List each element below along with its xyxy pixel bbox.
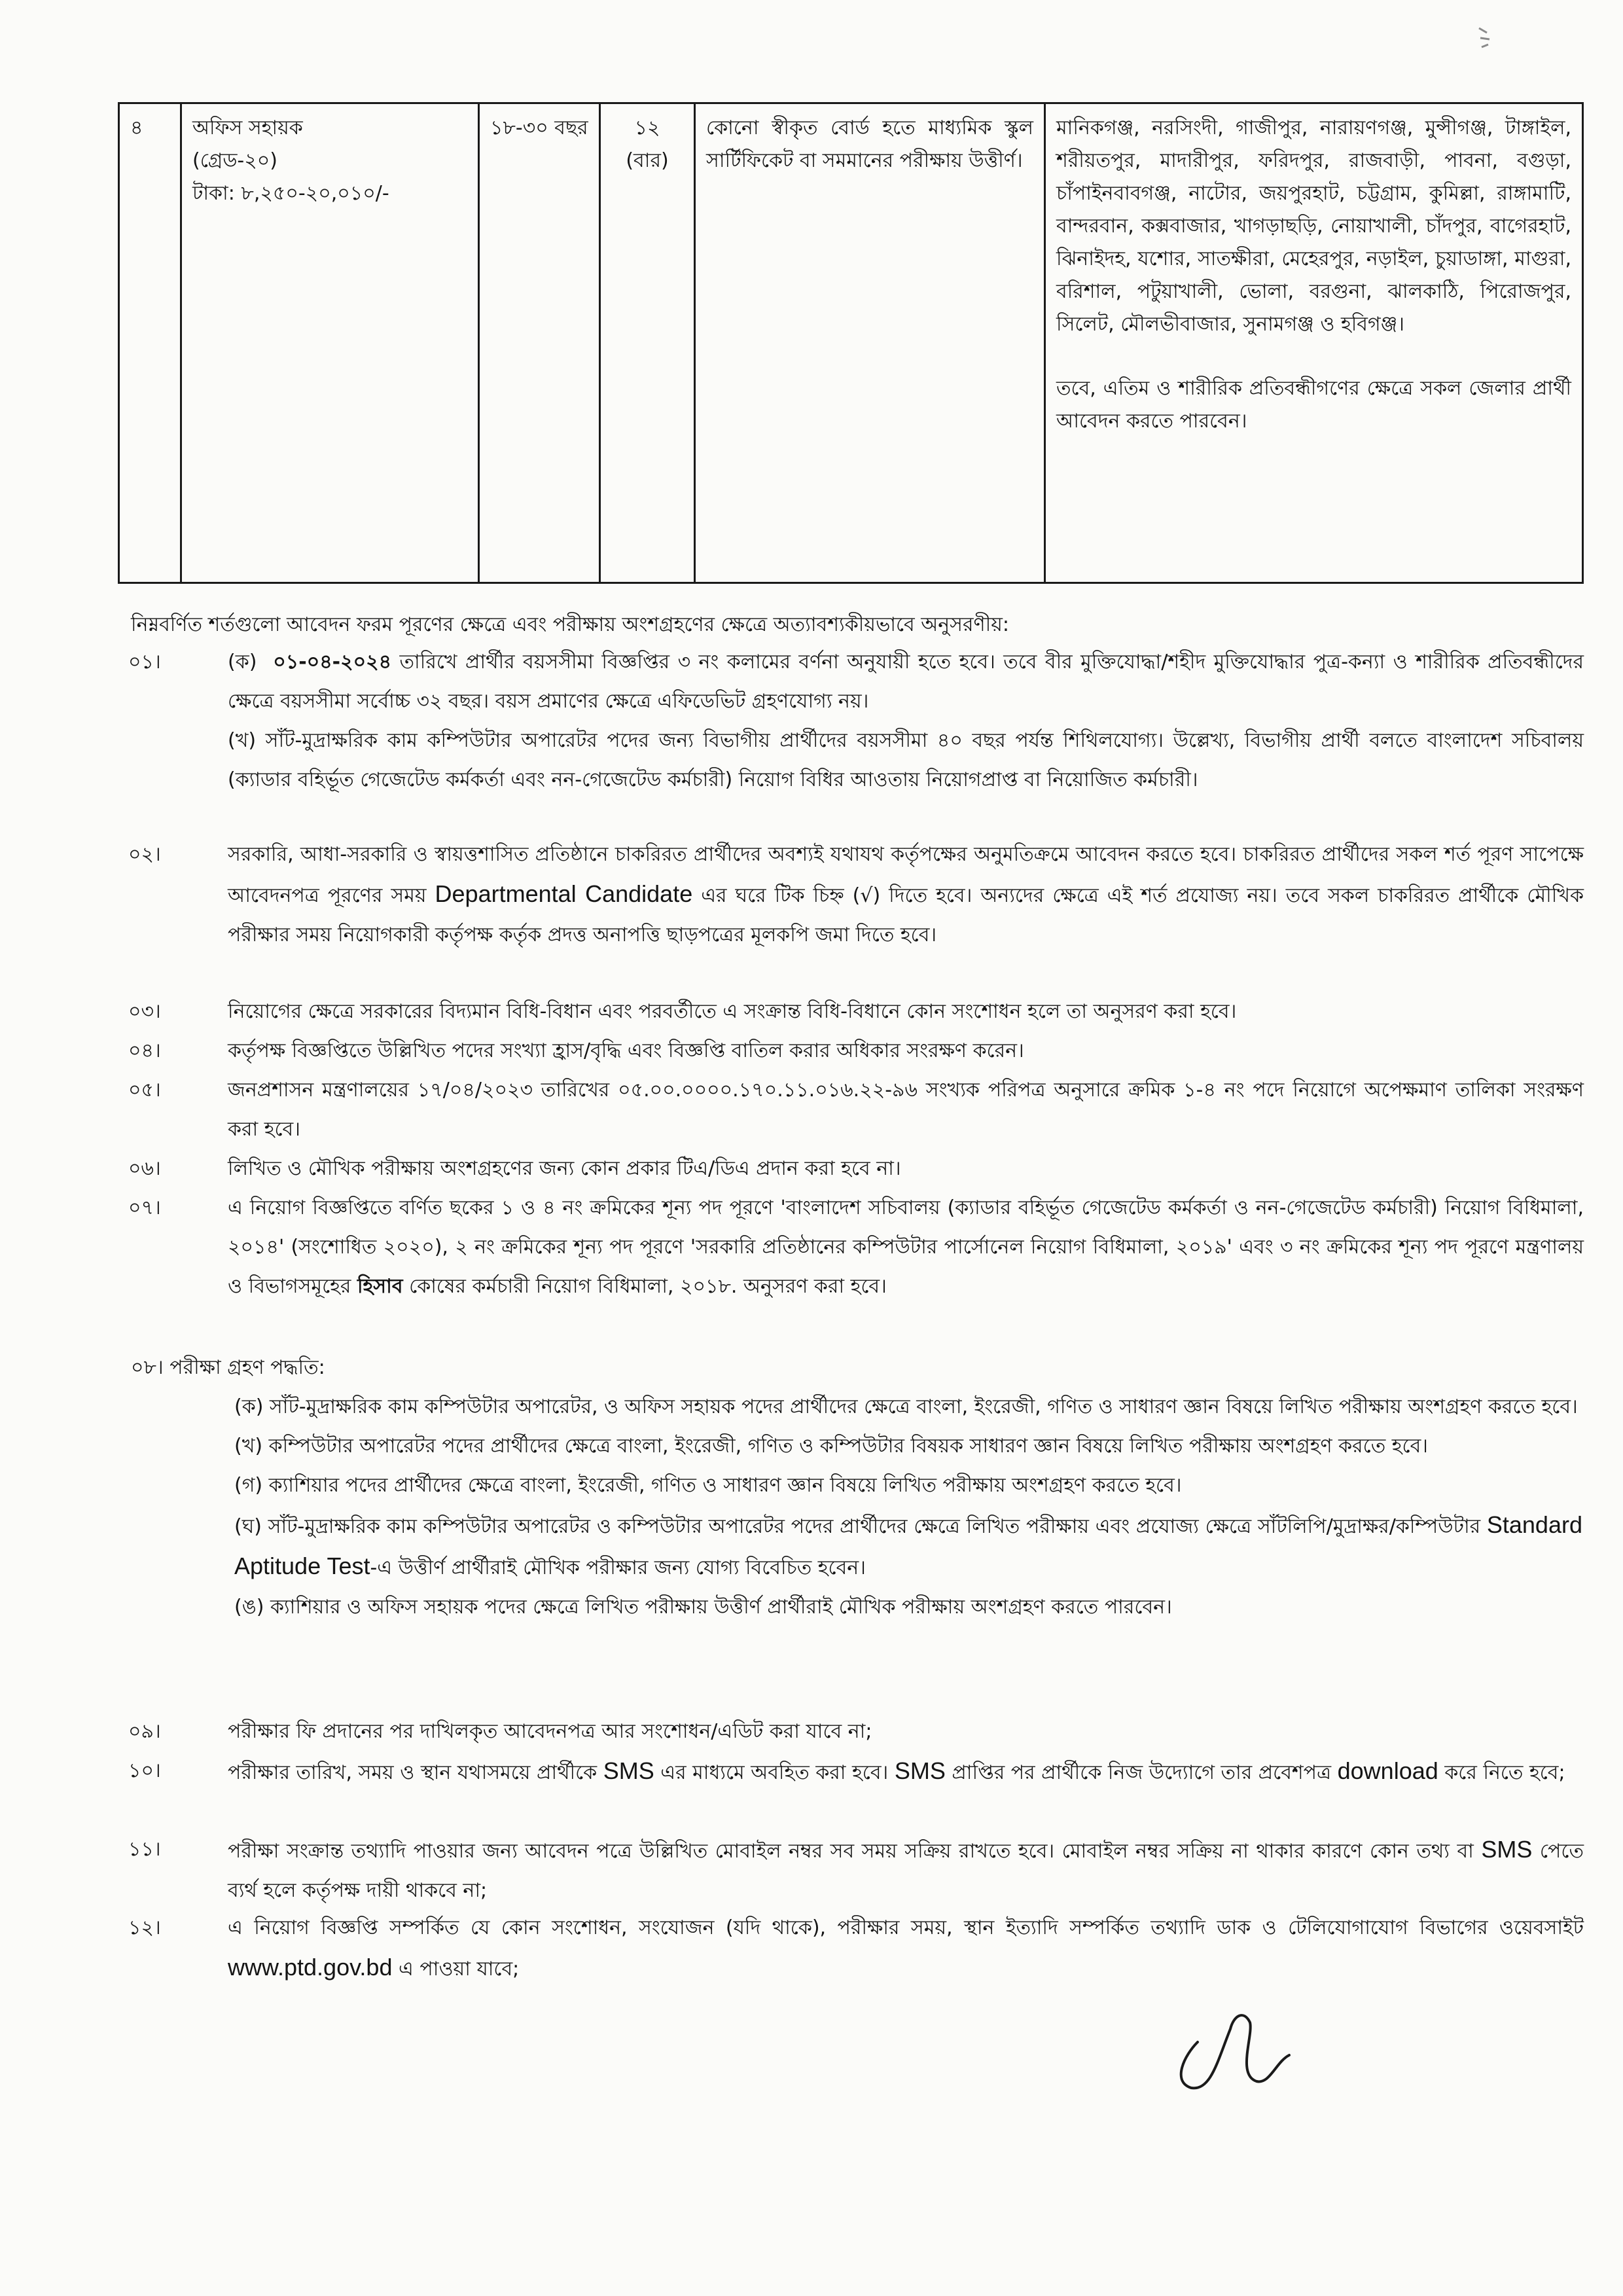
qualification-cell bbox=[695, 103, 1045, 583]
districts-cell bbox=[1045, 103, 1583, 583]
download-label: download bbox=[1337, 1757, 1438, 1784]
condition-text: পরীক্ষার ফি প্রদানের পর দাখিলকৃত আবেদনপত্র আর সংশোধন/এডিট করা যাবে না; bbox=[228, 1720, 872, 1743]
condition-text-part: এ নিয়োগ বিজ্ঞপ্তি সম্পর্কিত যে কোন সংশোধন, সংযোজন (যদি থাকে), পরীক্ষার সময়, স্থান ইত্যাদি সম্পর্কিত তথ্যাদি ডাক ও টেলিযোগাযোগ বিভাগের ওয়েবসাইট bbox=[228, 1916, 1584, 1939]
condition-text: কর্তৃপক্ষ বিজ্ঞপ্তিতে উল্লিখিত পদের সংখ্যা হ্রাস/বৃদ্ধি এবং বিজ্ঞপ্তি বাতিল করার অধিকার সংরক্ষণ করেন। bbox=[228, 1039, 1024, 1062]
condition-11 bbox=[118, 1830, 1584, 1909]
districts-note: তবে, এতিম ও শারীরিক প্রতিবন্ধীগণের ক্ষেত্রে সকল জেলার প্রার্থী আবেদন করতে পারবেন। bbox=[1056, 377, 1571, 433]
condition-body bbox=[228, 1189, 1584, 1306]
exam-clause-d: (ঘ) সাঁট-মুদ্রাক্ষরিক কাম কম্পিউটার অপারেটর ও কম্পিউটার অপারেটর পদের প্রার্থীদের ক্ষেত্রে লিখিত পরীক্ষায় এবং প্রযোজ্য ক্ষেত্রে সাঁটলিপি/মুদ্রাক্ষর/কম্পিউটার bbox=[234, 1515, 1481, 1538]
condition-number: ০২। bbox=[128, 843, 161, 866]
post-cell bbox=[181, 103, 479, 583]
website-link[interactable]: www.ptd.gov.bd bbox=[228, 1954, 393, 1981]
exam-clause-e: (ঙ) ক্যাশিয়ার ও অফিস সহায়ক পদের ক্ষেত্রে লিখিত পরীক্ষায় উত্তীর্ণ প্রার্থীরাই মৌখিক পরীক্ষায় অংশগ্রহণ করতে পারবেন। bbox=[234, 1596, 1172, 1619]
post-count: ১২ bbox=[634, 117, 660, 139]
condition-number: ০৯। bbox=[128, 1720, 161, 1743]
condition-number: ১২। bbox=[128, 1916, 161, 1939]
condition-body bbox=[228, 1830, 1584, 1910]
condition-number: ০৬। bbox=[128, 1157, 161, 1180]
exam-clause-c: (গ) ক্যাশিয়ার পদের প্রার্থীদের ক্ষেত্রে বাংলা, ইংরেজী, গণিত ও সাধারণ জ্ঞান বিষয়ে লিখিত পরীক্ষায় অংশগ্রহণ করতে হবে। bbox=[234, 1474, 1182, 1497]
condition-text: লিখিত ও মৌখিক পরীক্ষায় অংশগ্রহণের জন্য কোন প্রকার টিএ/ডিএ প্রদান করা হবে না। bbox=[228, 1157, 901, 1180]
condition-10 bbox=[118, 1751, 1584, 1830]
condition-text-part: এ নিয়োগ বিজ্ঞপ্তিতে বর্ণিত ছকের ১ ও ৪ নং ক্রমিকের শূন্য পদ পূরণে 'বাংলাদেশ সচিবালয় (ক্যাডার বহির্ভূত গেজেটেড কর্মকর্তা ও নন-গেজেটেড কর্মচারী) নিয়োগ বিধিমালা, ২০১৪' (সংশোধিত ২০২০), ২ নং ক্রমিকের শূন্য পদ পূরণে 'সরকারি প্রতিষ্ঠানের কম্পিউটার পার্সোনেল নিয়োগ বিধিমালা, ২০১৯' এবং ৩ নং ক্রমিকের শূন্য পদ পূরণে মন্ত্রণালয় ও বিভাগসমূহের bbox=[228, 1196, 1584, 1298]
post-table bbox=[118, 102, 1584, 584]
condition-03 bbox=[118, 992, 1584, 1031]
conditions-intro: নিম্নবর্ণিত শর্তগুলো আবেদন ফরম পূরণের ক্ষেত্রে এবং পরীক্ষায় অংশগ্রহণের ক্ষেত্রে অত্যাবশ্যকীয়ভাবে অনুসরণীয়: bbox=[131, 613, 1010, 636]
age-cell bbox=[479, 103, 600, 583]
post-name: অফিস সহায়ক bbox=[192, 117, 303, 139]
exam-clause-a: (ক) সাঁট-মুদ্রাক্ষরিক কাম কম্পিউটার অপারেটর, ও অফিস সহায়ক পদের প্রার্থীদের ক্ষেত্রে বাংলা, ইংরেজী, গণিত ও সাধারণ জ্ঞান বিষয়ে লিখিত পরীক্ষায় অংশগ্রহণ করতে হবে। bbox=[234, 1395, 1578, 1418]
table-row bbox=[119, 103, 1583, 583]
clause-a-text: তারিখে প্রার্থীর বয়সসীমা বিজ্ঞপ্তির ৩ নং কলামের বর্ণনা অনুযায়ী হতে হবে। তবে বীর মুক্তিযোদ্ধা/শহীদ মুক্তিযোদ্ধার পুত্র-কন্যা ও শারীরিক প্রতিবন্ধীদের ক্ষেত্রে বয়সসীমা সর্বোচ্চ ৩২ বছর। বয়স প্রমাণের ক্ষেত্রে এফিডেভিট গ্রহণযোগ্য নয়। bbox=[228, 651, 1584, 713]
sms-label: SMS bbox=[603, 1757, 654, 1784]
condition-05 bbox=[118, 1071, 1584, 1149]
condition-text-part: এর মাধ্যমে অবহিত করা হবে। bbox=[660, 1761, 889, 1784]
qualification-text: কোনো স্বীকৃত বোর্ড হতে মাধ্যমিক স্কুল সার্টিফিকেট বা সমমানের পরীক্ষায় উত্তীর্ণ। bbox=[706, 117, 1033, 172]
pay-scale: টাকা: ৮,২৫০-২০,০১০/- bbox=[192, 182, 389, 205]
condition-number: ১০। bbox=[128, 1759, 161, 1782]
sms-label: SMS bbox=[1481, 1836, 1533, 1863]
condition-text: নিয়োগের ক্ষেত্রে সরকারের বিদ্যমান বিধি-বিধান এবং পরবর্তীতে এ সংক্রান্ত বিধি-বিধানে কোন সংশোধন হলে তা অনুসরণ করা হবে। bbox=[228, 1000, 1237, 1023]
clause-b-text: (খ) সাঁট-মুদ্রাক্ষরিক কাম কম্পিউটার অপারেটর পদের জন্য বিভাগীয় প্রার্থীদের বয়সসীমা ৪০ বছর পর্যন্ত শিথিলযোগ্য। উল্লেখ্য, বিভাগীয় প্রার্থী বলতে বাংলাদেশ সচিবালয় (ক্যাডার বহির্ভূত গেজেটেড কর্মকর্তা এবং নন-গেজেটেড কর্মচারী) নিয়োগ বিধির আওতায় নিয়োগপ্রাপ্ত বা নিয়োজিত কর্মচারী। bbox=[228, 729, 1584, 791]
condition-number: ০৫। bbox=[128, 1079, 161, 1102]
signature bbox=[1158, 2003, 1302, 2108]
condition-text-part: পরীক্ষা সংক্রান্ত তথ্যাদি পাওয়ার জন্য আবেদন পত্রে উল্লিখিত মোবাইল নম্বর সব সময় সক্রিয় রাখতে হবে। মোবাইল নম্বর সক্রিয় না থাকার কারণে কোন তথ্য বা bbox=[228, 1840, 1474, 1863]
serial-cell bbox=[119, 103, 181, 583]
condition-body bbox=[228, 643, 1584, 800]
sms-label: SMS bbox=[894, 1757, 946, 1784]
corner-pen-mark bbox=[1472, 25, 1499, 64]
condition-08-heading: ০৮। পরীক্ষা গ্রহণ পদ্ধতি: bbox=[131, 1356, 325, 1379]
hisab-bold-word: হিসাব bbox=[357, 1275, 403, 1298]
condition-text-part: এ পাওয়া যাবে; bbox=[399, 1958, 520, 1981]
condition-body bbox=[228, 1751, 1584, 1793]
condition-number: ০৪। bbox=[128, 1039, 161, 1062]
post-count-cell bbox=[600, 103, 695, 583]
condition-04 bbox=[118, 1031, 1584, 1071]
condition-body bbox=[228, 835, 1584, 955]
standard-aptitude-test-label: Standard Aptitude Test bbox=[234, 1511, 1582, 1579]
condition-07 bbox=[118, 1189, 1584, 1346]
clause-a-date: ০১-০৪-২০২৪ bbox=[273, 651, 392, 673]
condition-01 bbox=[118, 643, 1584, 833]
condition-number: ১১। bbox=[128, 1838, 161, 1861]
post-grade: (গ্রেড-২০) bbox=[192, 149, 277, 172]
condition-text-part: পেতে ব্যর্থ হলে কর্তৃপক্ষ দায়ী থাকবে না; bbox=[228, 1840, 1584, 1902]
condition-08-body bbox=[234, 1388, 1582, 1627]
condition-text-part: সরকারি, আধা-সরকারি ও স্বায়ত্তশাসিত প্রতিষ্ঠানে চাকরিরত প্রার্থীদের অবশ্যই যথাযথ কর্তৃপক্ষের অনুমতিক্রমে আবেদন করতে হবে। চাকরিরত প্রার্থীদের সকল শর্ত পূরণ সাপেক্ষে আবেদনপত্র পূরণের সময় bbox=[228, 843, 1584, 907]
age-limit: ১৮-৩০ বছর bbox=[490, 117, 588, 139]
condition-text: জনপ্রশাসন মন্ত্রণালয়ের ১৭/০৪/২০২৩ তারিখের ০৫.০০.০০০০.১৭০.১১.০১৬.২২-৯৬ সংখ্যক পরিপত্র অনুসারে ক্রমিক ১-৪ নং পদে নিয়োগে অপেক্ষমাণ তালিকা সংরক্ষণ করা হবে। bbox=[228, 1079, 1584, 1141]
condition-12 bbox=[118, 1909, 1584, 1987]
departmental-candidate-label: Departmental Candidate bbox=[435, 880, 693, 907]
serial-number: ৪ bbox=[130, 117, 143, 139]
condition-number: ০৭। bbox=[128, 1196, 161, 1219]
condition-text-part: প্রাপ্তির পর প্রার্থীকে নিজ উদ্যোগে তার প্রবেশপত্র bbox=[952, 1761, 1332, 1784]
clause-a-prefix: (ক) bbox=[228, 651, 257, 673]
condition-text-part: কোষের কর্মচারী নিয়োগ বিধিমালা, ২০১৮. অনুসরণ করা হবে। bbox=[409, 1275, 887, 1298]
exam-clause-d-end: -এ উত্তীর্ণ প্রার্থীরাই মৌখিক পরীক্ষার জন্য যোগ্য বিবেচিত হবেন। bbox=[370, 1556, 866, 1579]
condition-02 bbox=[118, 835, 1584, 992]
districts-list: মানিকগঞ্জ, নরসিংদী, গাজীপুর, নারায়ণগঞ্জ, মুন্সীগঞ্জ, টাঙ্গাইল, শরীয়তপুর, মাদারীপুর, ফরিদপুর, রাজবাড়ী, পাবনা, বগুড়া, চাঁপাইনবাবগঞ্জ, নাটোর, জয়পুরহাট, চট্টগ্রাম, কুমিল্লা, রাঙ্গামাটি, বান্দরবান, কক্সবাজার, খাগড়াছড়ি, নোয়াখালী, চাঁদপুর, বাগেরহাট, ঝিনাইদহ, যশোর, সাতক্ষীরা, মেহেরপুর, নড়াইল, চুয়াডাঙ্গা, মাগুরা, বরিশাল, পটুয়াখালী, ভোলা, বরগুনা, ঝালকাঠি, পিরোজপুর, সিলেট, মৌলভীবাজার, সুনামগঞ্জ ও হবিগঞ্জ। bbox=[1056, 117, 1571, 336]
condition-body bbox=[228, 1909, 1584, 1989]
condition-number: ০১। bbox=[128, 651, 161, 673]
exam-clause-b: (খ) কম্পিউটার অপারেটর পদের প্রার্থীদের ক্ষেত্রে বাংলা, ইংরেজী, গণিত ও কম্পিউটার বিষয়ক সাধারণ জ্ঞান বিষয়ে লিখিত পরীক্ষায় অংশগ্রহণ করতে হবে। bbox=[234, 1435, 1429, 1458]
condition-text-part: করে নিতে হবে; bbox=[1444, 1761, 1565, 1784]
post-count-words: (বার) bbox=[626, 149, 669, 172]
condition-number: ০৩। bbox=[128, 1000, 161, 1023]
condition-text-part: পরীক্ষার তারিখ, সময় ও স্থান যথাসময়ে প্রার্থীকে bbox=[228, 1761, 597, 1784]
condition-06 bbox=[118, 1149, 1584, 1189]
condition-text-part: এর ঘরে টিক চিহ্ন (√) দিতে হবে। অন্যদের ক্ষেত্রে এই শর্ত প্রযোজ্য নয়। তবে সকল চাকরিরত প্রার্থীকে মৌখিক পরীক্ষার সময় নিয়োগকারী কর্তৃপক্ষ কর্তৃক প্রদত্ত অনাপত্তি ছাড়পত্রের মূলকপি জমা দিতে হবে। bbox=[228, 884, 1584, 946]
condition-09 bbox=[118, 1712, 1584, 1751]
